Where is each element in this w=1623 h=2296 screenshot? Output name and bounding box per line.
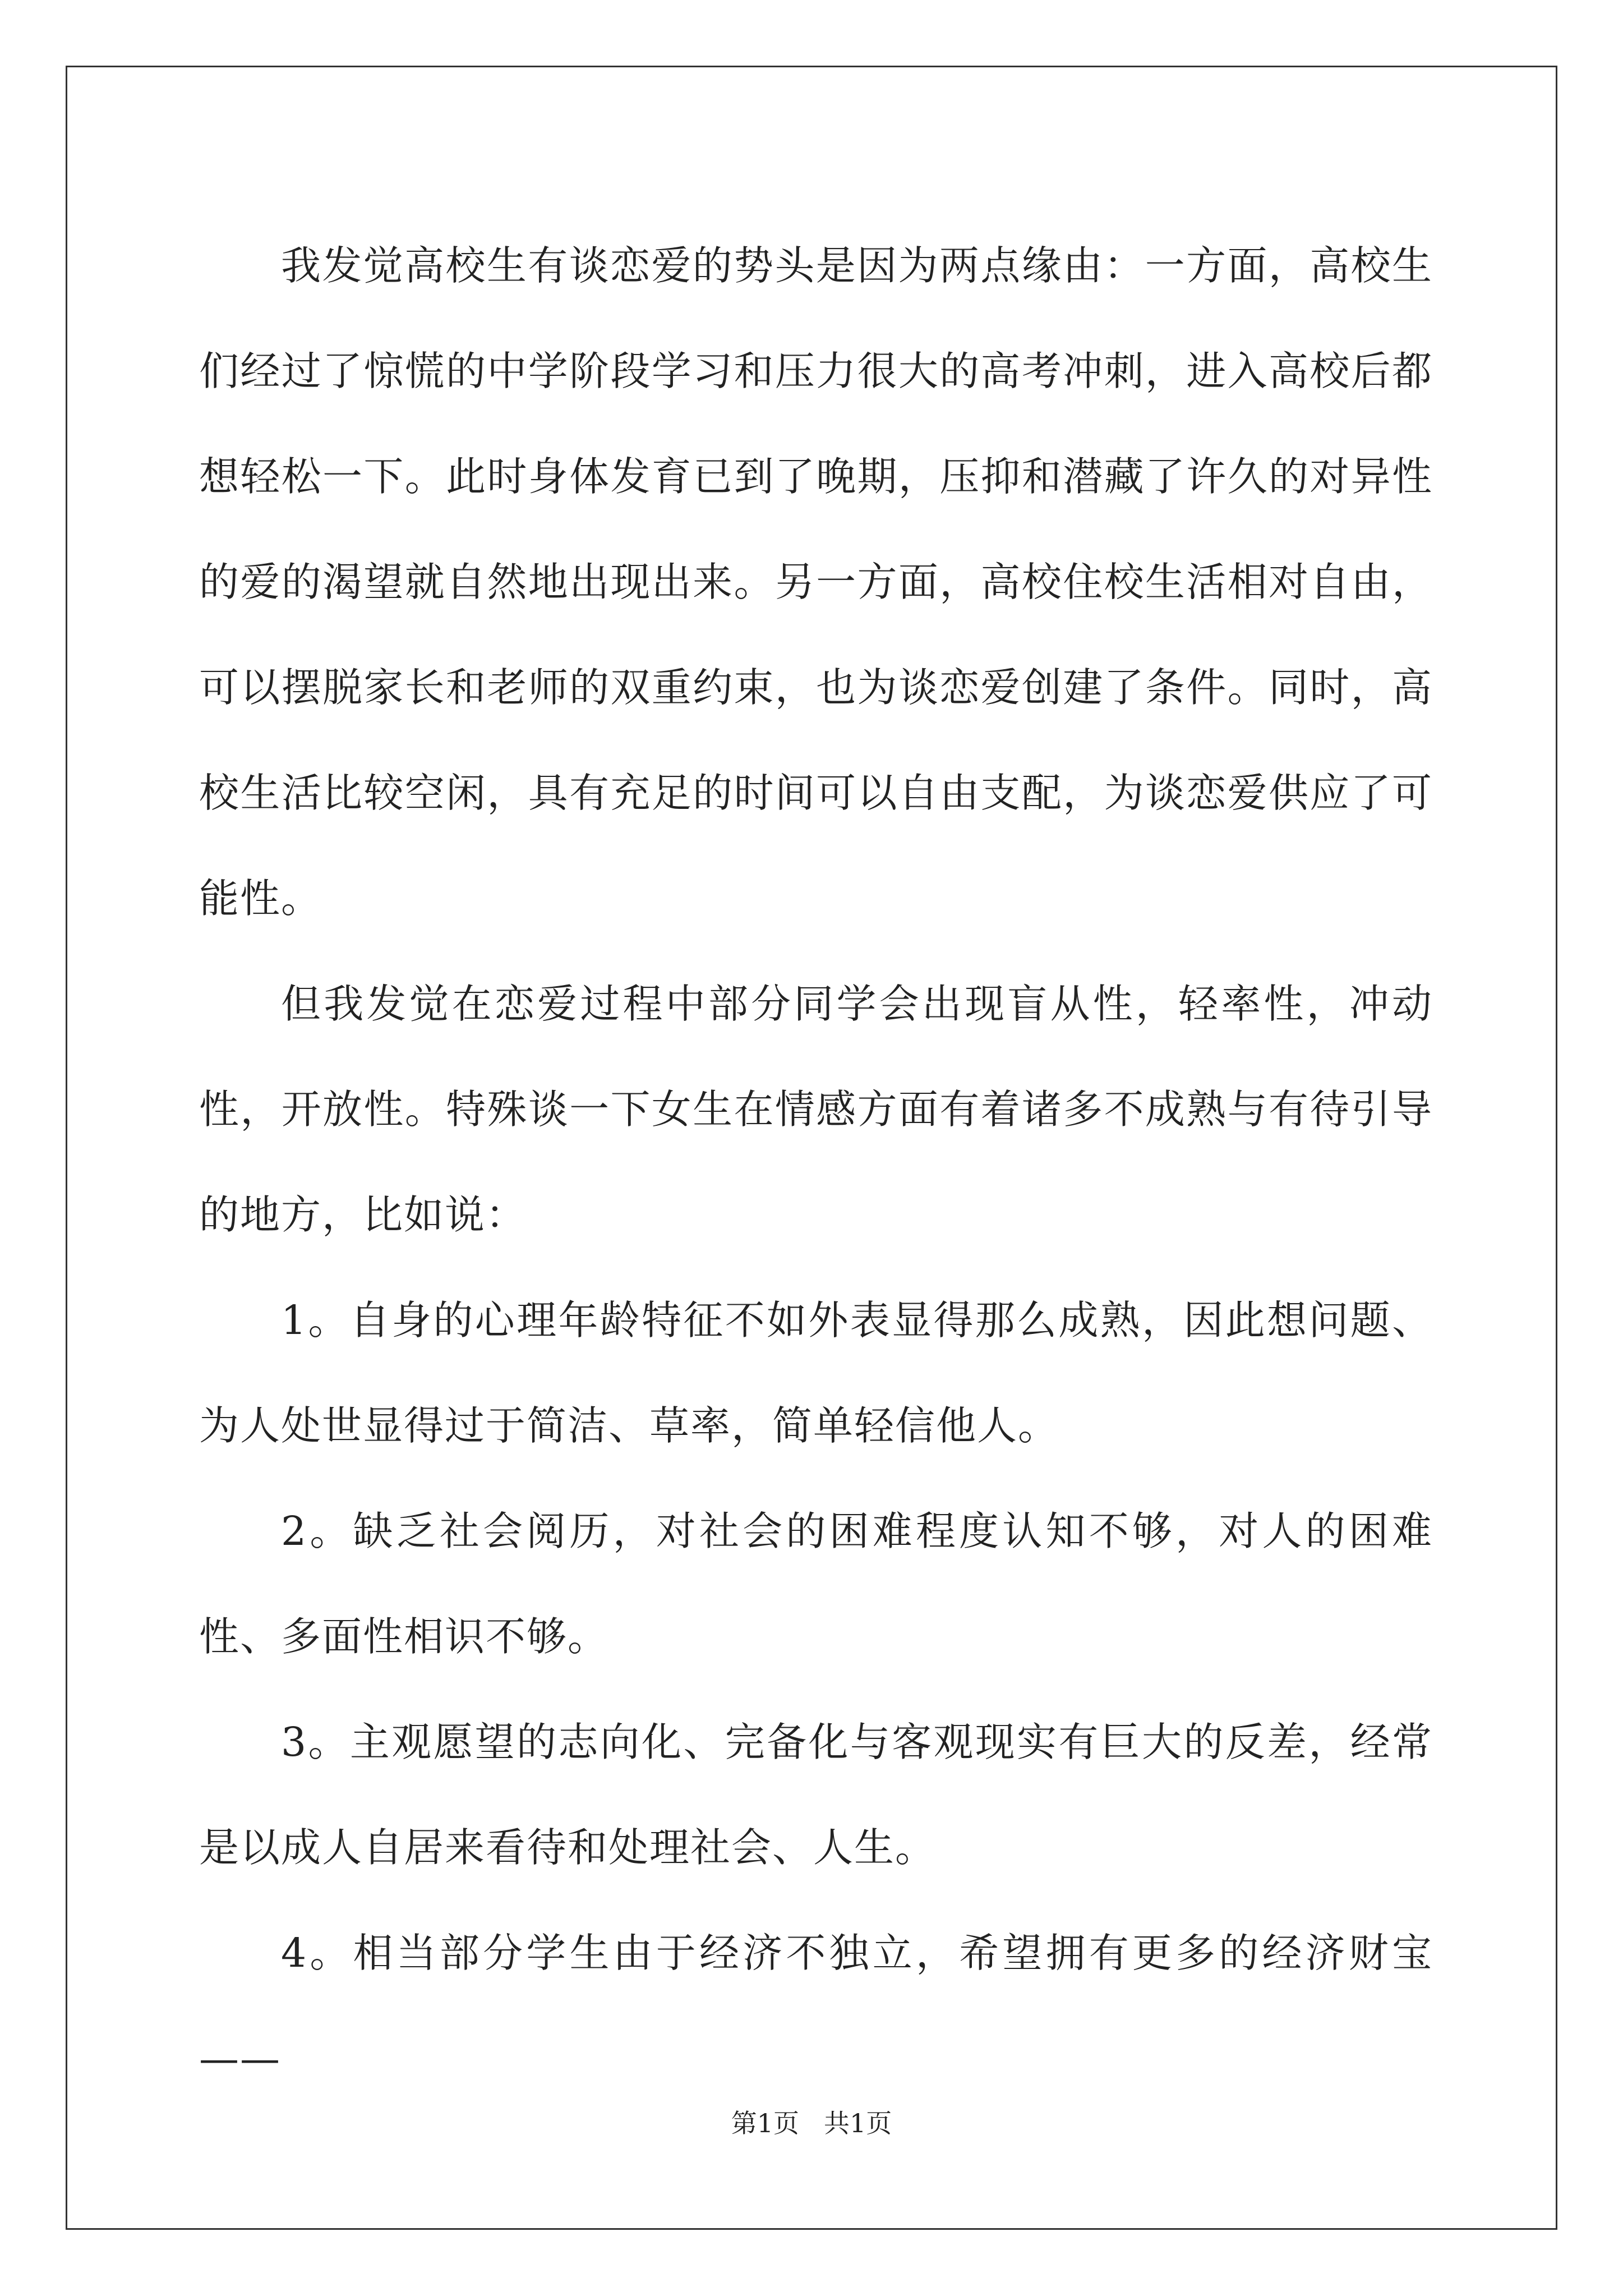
document-body (199, 213, 1433, 2111)
paragraph-6: 4。相当部分学生由于经济不独立，希望拥有更多的经济财宝—— (199, 1930, 1433, 2082)
page-number: 第1页 (731, 2108, 799, 2138)
paragraph-3: 1。自身的心理年龄特征不如外表显得那么成熟，因此想问题、为人处世显得过于简洁、草率，简单轻信他人。 (199, 1297, 1433, 1449)
page-total: 共1页 (824, 2108, 892, 2138)
paragraph-1: 我发觉高校生有谈恋爱的势头是因为两点缘由：一方面，高校生们经过了惊慌的中学阶段学习和压力很大的高考冲刺，进入高校后都想轻松一下。此时身体发育已到了晚期，压抑和潜藏了许久的对异性的爱的渴望就自然地出现出来。另一方面，高校住校生活相对自由，可以摆脱家长和老师的双重约束，也为谈恋爱创建了条件。同时，高校生活比较空闲，具有充足的时间可以自由支配，为谈恋爱供应了可能性。 (199, 242, 1433, 922)
paragraph-2: 但我发觉在恋爱过程中部分同学会出现盲从性，轻率性，冲动性，开放性。特殊谈一下女生在情感方面有着诸多不成熟与有待引导的地方，比如说： (199, 981, 1433, 1238)
paragraph-5: 3。主观愿望的志向化、完备化与客观现实有巨大的反差，经常是以成人自居来看待和处理社会、人生。 (199, 1719, 1433, 1871)
paragraph-4: 2。缺乏社会阅历，对社会的困难程度认知不够，对人的困难性、多面性相识不够。 (199, 1508, 1433, 1660)
page-footer (0, 2106, 1623, 2140)
